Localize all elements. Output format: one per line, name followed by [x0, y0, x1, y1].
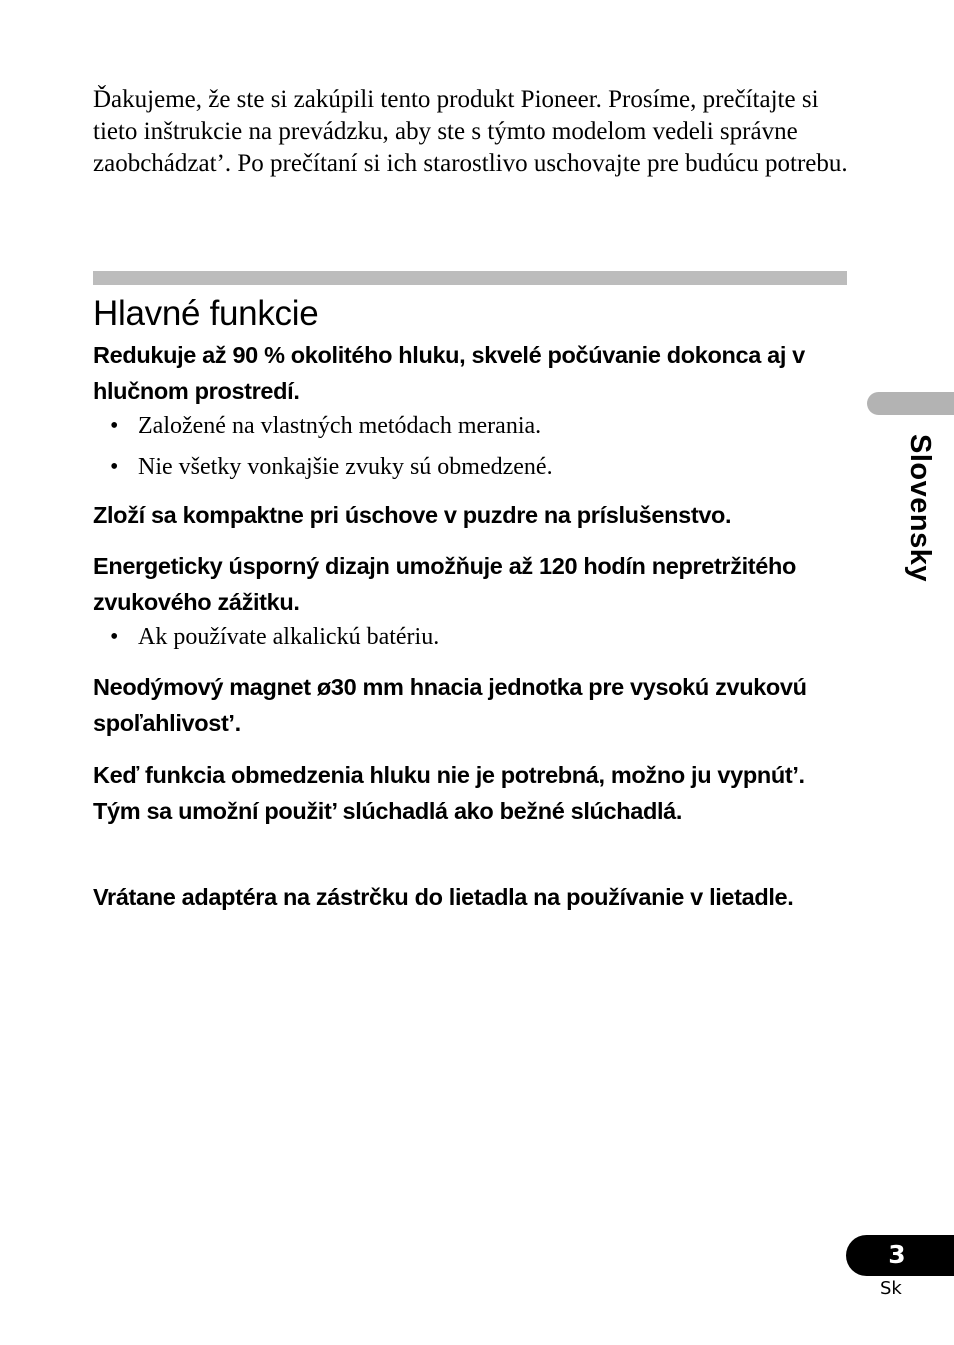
feature-heading-airplane-adapter: Vrátane adaptéra na zástrčku do lietadla na používanie v lietadle. — [93, 884, 794, 910]
language-code: Sk — [880, 1278, 902, 1299]
feature-heading-noise-off: Keď funkcia obmedzenia hluku nie je potrebná, možno ju vypnút’. Tým sa umožní použit’ slúchadlá ako bežné slúchadlá. — [93, 762, 805, 824]
feature-heading-battery-life: Energeticky úsporný dizajn umožňuje až 120 hodín nepretržitého zvukového zážitku. — [93, 553, 797, 615]
bullet-item — [110, 411, 541, 441]
section-title: Hlavné funkcie — [93, 294, 319, 333]
section-divider — [93, 271, 847, 285]
bullet-item — [110, 452, 553, 482]
page-number: 3 — [888, 1240, 906, 1269]
bullet-item — [110, 622, 439, 652]
feature-heading-noise-reduction: Redukuje až 90 % okolitého hluku, skvelé počúvanie dokonca aj v hlučnom prostredí. — [93, 342, 805, 404]
feature-heading-magnet-driver: Neodýmový magnet ø30 mm hnacia jednotka pre vysokú zvukovú spoľahlivost’. — [93, 674, 807, 736]
bullet-dot: • — [110, 413, 119, 439]
bullet-dot: • — [110, 454, 119, 480]
bullet-text: Ak používate alkalickú batériu. — [138, 624, 440, 650]
bullet-text: Nie všetky vonkajšie zvuky sú obmedzené. — [138, 454, 553, 480]
language-tab — [867, 392, 954, 415]
bullet-dot: • — [110, 624, 119, 650]
feature-heading-compact-fold: Zloží sa kompaktne pri úschove v puzdre na príslušenstvo. — [93, 502, 732, 528]
bullet-text: Založené na vlastných metódach merania. — [138, 413, 542, 439]
language-label: Slovensky — [904, 434, 936, 582]
intro-paragraph: Ďakujeme, že ste si zakúpili tento produkt Pioneer. Prosíme, prečítajte si tieto inštrukcie na prevádzku, aby ste s týmto modelom vedeli správne zaobchádzat’. Po prečítaní si ich starostlivo uschovajte pre budúcu potrebu. — [93, 86, 848, 177]
